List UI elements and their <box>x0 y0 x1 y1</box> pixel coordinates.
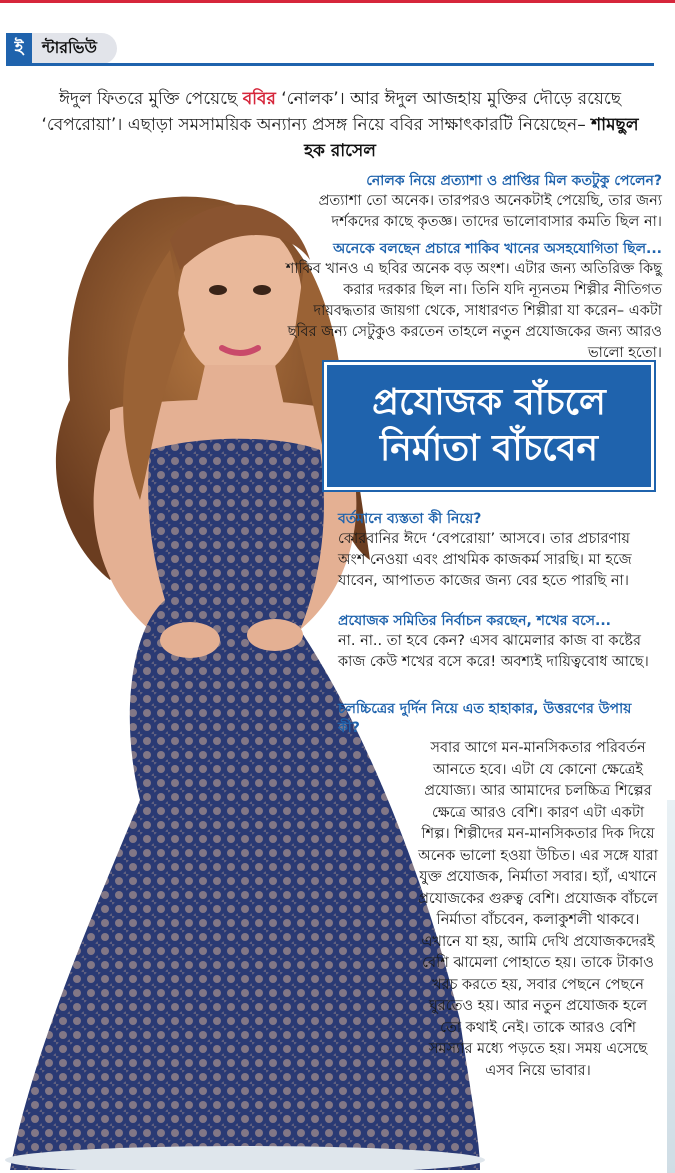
qa-block-2 <box>282 240 662 364</box>
intro-highlight: ববির <box>242 89 276 109</box>
section-tag <box>6 33 117 64</box>
section-tag-initial: ই <box>6 33 32 64</box>
qa-block-5 <box>338 700 658 1082</box>
qa-block-1 <box>282 172 662 233</box>
question-5: চলচ্চিত্রের দুর্দিন নিয়ে এত হাহাকার, উত্তরণের উপায় কী? <box>338 701 632 736</box>
question-3: বর্তমানে ব্যস্ততা কী নিয়ে? <box>338 511 482 527</box>
question-2: অনেকে বলছেন প্রচারে শাকিব খানের অসহযোগিতা ছিল... <box>333 241 662 257</box>
answer-2: শাকিব খানও এ ছবির অনেক বড় অংশ। এটার জন্য অতিরিক্ত কিছু করার দরকার ছিল না। তিনি যদি ন্যূনতম শিল্পীর নীতিগত দায়বদ্ধতার জায়গা থেকে, সাধারণত শিল্পীরা যা করেন– একটা ছবির জন্য সেটুকুও করতেন তাহলে নতুন প্রযোজকের জন্য আরও ভালো হতো। <box>285 261 662 361</box>
intro-author: শামছুল হক রাসেল <box>304 115 639 161</box>
qa-block-3 <box>338 510 648 592</box>
pull-quote-headline <box>324 362 654 490</box>
answer-3: কোরবানির ঈদে ‘বেপরোয়া’ আসবে। তার প্রচারণায় অংশ নেওয়া এবং প্রাথমিক কাজকর্ম সারছি। মা হজে যাবেন, আপাতত কাজের জন্য বের হতে পারছি না। <box>338 531 632 589</box>
question-4: প্রযোজক সমিতির নির্বাচন করছেন, শখের বসে... <box>338 613 611 629</box>
answer-5: সবার আগে মন-মানসিকতার পরিবর্তন আনতে হবে। এটা যে কোনো ক্ষেত্রেই প্রযোজ্য। আর আমাদের চলচ্চিত্র শিল্পের ক্ষেত্রে আরও বেশি। কারণ এটা একটা শিল্প। শিল্পীদের মন-মানসিকতার দিক দিয়ে অনেক ভালো হওয়া উচিত। এর সঙ্গে যারা যুক্ত প্রযোজক, নির্মাতা সবার। হ্যাঁ, এখানে প্রযোজকের গুরুত্ব বেশি। প্রযোজক বাঁচলে নির্মাতা বাঁচবেন, কলাকুশলী থাকবে। এখানে যা হয়, আমি দেখি প্রযোজকদেরই বেশি ঝামেলা পোহাতে হয়। তাকে টাকাও খরচ করতে হয়, সবার পেছনে পেছনে ঘুরতেও হয়। আর নতুন প্রযোজক হলে তো কথাই নেই। তাকে আরও বেশি সমস্যার মধ্যে পড়তে হয়। সময় এসেছে এসব নিয়ে ভাবার। <box>418 740 658 1079</box>
headline-line-1: প্রযোজক বাঁচলে <box>372 382 606 423</box>
intro-part2: ‘নোলক’। আর ঈদুল আজহায় মুক্তির দৌড়ে রয়েছে ‘বেপরোয়া’। এছাড়া সমসাময়িক অন্যান্য প্রসঙ্গ নিয়ে ববির সাক্ষাৎকারটি নিয়েছেন– <box>41 89 622 135</box>
intro-paragraph <box>40 86 640 164</box>
answer-1: প্রত্যাশা তো অনেক। তারপরও অনেকটাই পেয়েছি, তার জন্য দর্শকদের কাছে কৃতজ্ঞ। তাদের ভালোবাসার কমতি ছিল না। <box>318 193 662 230</box>
qa-block-4 <box>338 612 658 673</box>
headline-line-2: নির্মাতা বাঁচবেন <box>379 428 599 469</box>
question-1: নোলক নিয়ে প্রত্যাশা ও প্রাপ্তির মিল কতটুকু পেলেন? <box>366 173 662 189</box>
adjacent-page-edge <box>667 800 675 1173</box>
section-tag-label: ন্টারভিউ <box>32 33 117 64</box>
top-rule <box>0 0 675 3</box>
answer-4: না. না.. তা হবে কেন? এসব ঝামেলার কাজ বা কষ্টের কাজ কেউ শখের বসে করে! অবশ্যই দায়িত্ববোধ আছে। <box>338 633 649 670</box>
intro-part1: ঈদুল ফিতরে মুক্তি পেয়েছে <box>58 89 243 109</box>
section-rule <box>6 63 654 66</box>
